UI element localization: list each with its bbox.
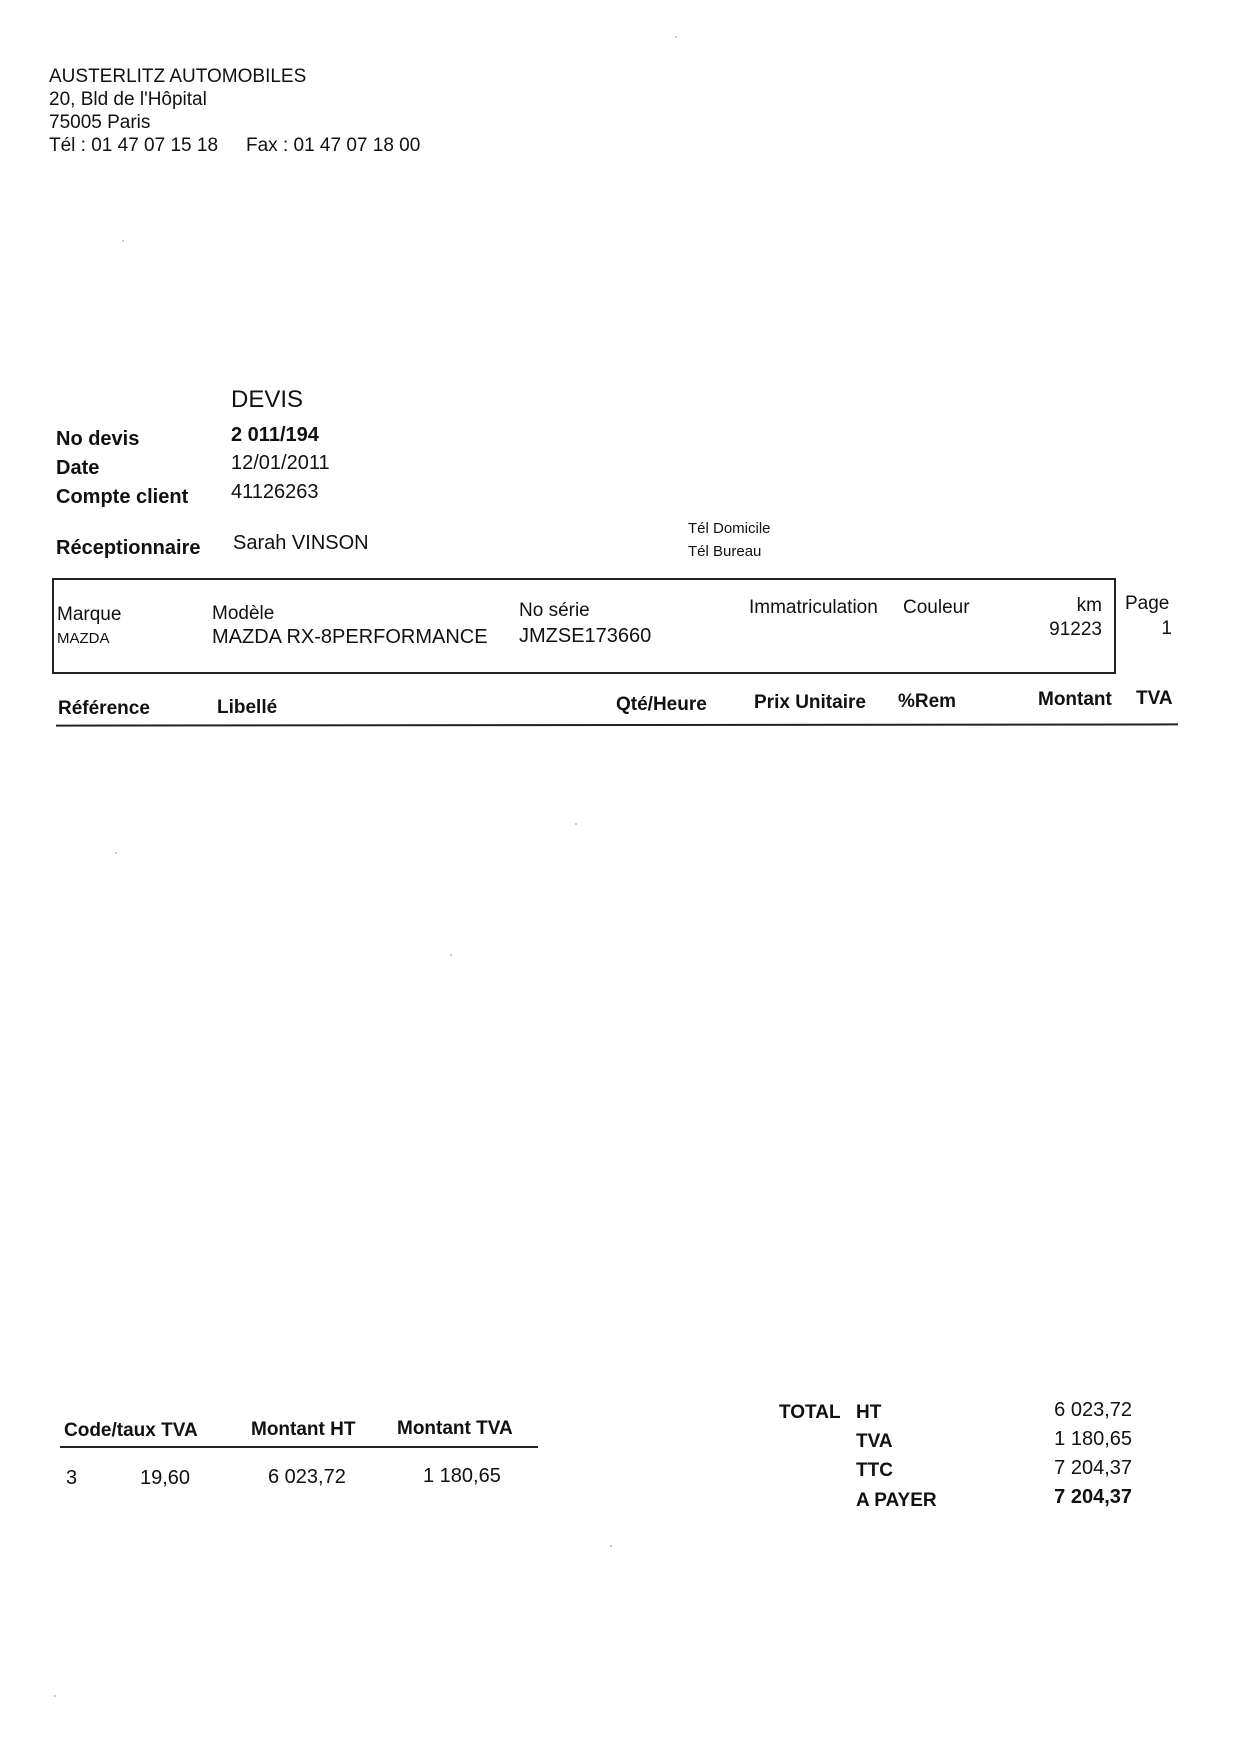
col-qty: Qté/Heure (616, 694, 707, 715)
company-city: 75005 Paris (49, 112, 151, 133)
scan-speck (610, 1545, 612, 1547)
col-vat: TVA (1136, 688, 1173, 709)
col-amount: Montant (1038, 689, 1112, 710)
vat-col-tva: Montant TVA (397, 1418, 513, 1439)
col-discount: %Rem (898, 691, 957, 712)
date-value: 12/01/2011 (231, 452, 330, 474)
quote-no: 2 011/194 (231, 424, 319, 446)
company-street: 20, Bld de l'Hôpital (49, 89, 207, 110)
quote-no-label: No devis (56, 428, 140, 450)
account-value: 41126263 (231, 481, 319, 503)
vat-row-tva: 1 180,65 (423, 1465, 501, 1487)
total-ttc-value: 7 204,37 (1054, 1457, 1132, 1479)
lines-header-rule (56, 723, 1178, 726)
receptionist-value: Sarah VINSON (233, 532, 369, 554)
col-description: Libellé (217, 697, 278, 718)
tel-home-label: Tél Domicile (688, 520, 771, 537)
registration-label: Immatriculation (749, 597, 878, 618)
scan-speck (575, 823, 577, 825)
company-phone: Tél : 01 47 07 15 18 (49, 135, 219, 156)
company-name: AUSTERLITZ AUTOMOBILES (49, 66, 307, 87)
color-label: Couleur (903, 597, 970, 618)
vat-header-rule (60, 1446, 538, 1448)
vat-col-code: Code/taux TVA (64, 1420, 198, 1441)
vat-row-rate: 19,60 (140, 1467, 191, 1489)
date-label: Date (56, 457, 100, 479)
model-label: Modèle (212, 603, 275, 624)
serial-value: JMZSE173660 (519, 625, 652, 647)
col-reference: Référence (58, 698, 150, 719)
vat-col-ht: Montant HT (251, 1419, 356, 1440)
scan-speck (54, 1695, 56, 1697)
scan-speck (122, 240, 124, 242)
vat-row-ht: 6 023,72 (268, 1466, 346, 1488)
total-tva-label: TVA (856, 1431, 893, 1452)
receptionist-label: Réceptionnaire (56, 537, 201, 559)
total-ttc-label: TTC (856, 1460, 893, 1481)
total-pay-label: A PAYER (856, 1490, 937, 1511)
brand-value: MAZDA (57, 630, 110, 647)
total-ht-value: 6 023,72 (1054, 1399, 1132, 1421)
brand-label: Marque (57, 604, 122, 625)
km-value: 91223 (1049, 619, 1102, 640)
company-fax: Fax : 01 47 07 18 00 (246, 135, 421, 156)
account-label: Compte client (56, 486, 189, 508)
total-ht-label: HT (856, 1402, 882, 1423)
total-pay-value: 7 204,37 (1054, 1486, 1132, 1508)
vat-row-code: 3 (66, 1467, 78, 1489)
col-unit-price: Prix Unitaire (754, 692, 866, 713)
scan-speck (115, 852, 117, 854)
km-label: km (1076, 595, 1102, 616)
page-label: Page (1125, 593, 1170, 614)
scan-speck (675, 36, 677, 38)
tel-office-label: Tél Bureau (688, 543, 762, 560)
total-label: TOTAL (779, 1402, 841, 1423)
serial-label: No série (519, 600, 590, 621)
scan-speck (450, 954, 452, 956)
page-value: 1 (1161, 618, 1172, 639)
document-title: DEVIS (231, 386, 304, 413)
model-value: MAZDA RX-8PERFORMANCE (212, 626, 488, 648)
total-tva-value: 1 180,65 (1054, 1428, 1132, 1450)
